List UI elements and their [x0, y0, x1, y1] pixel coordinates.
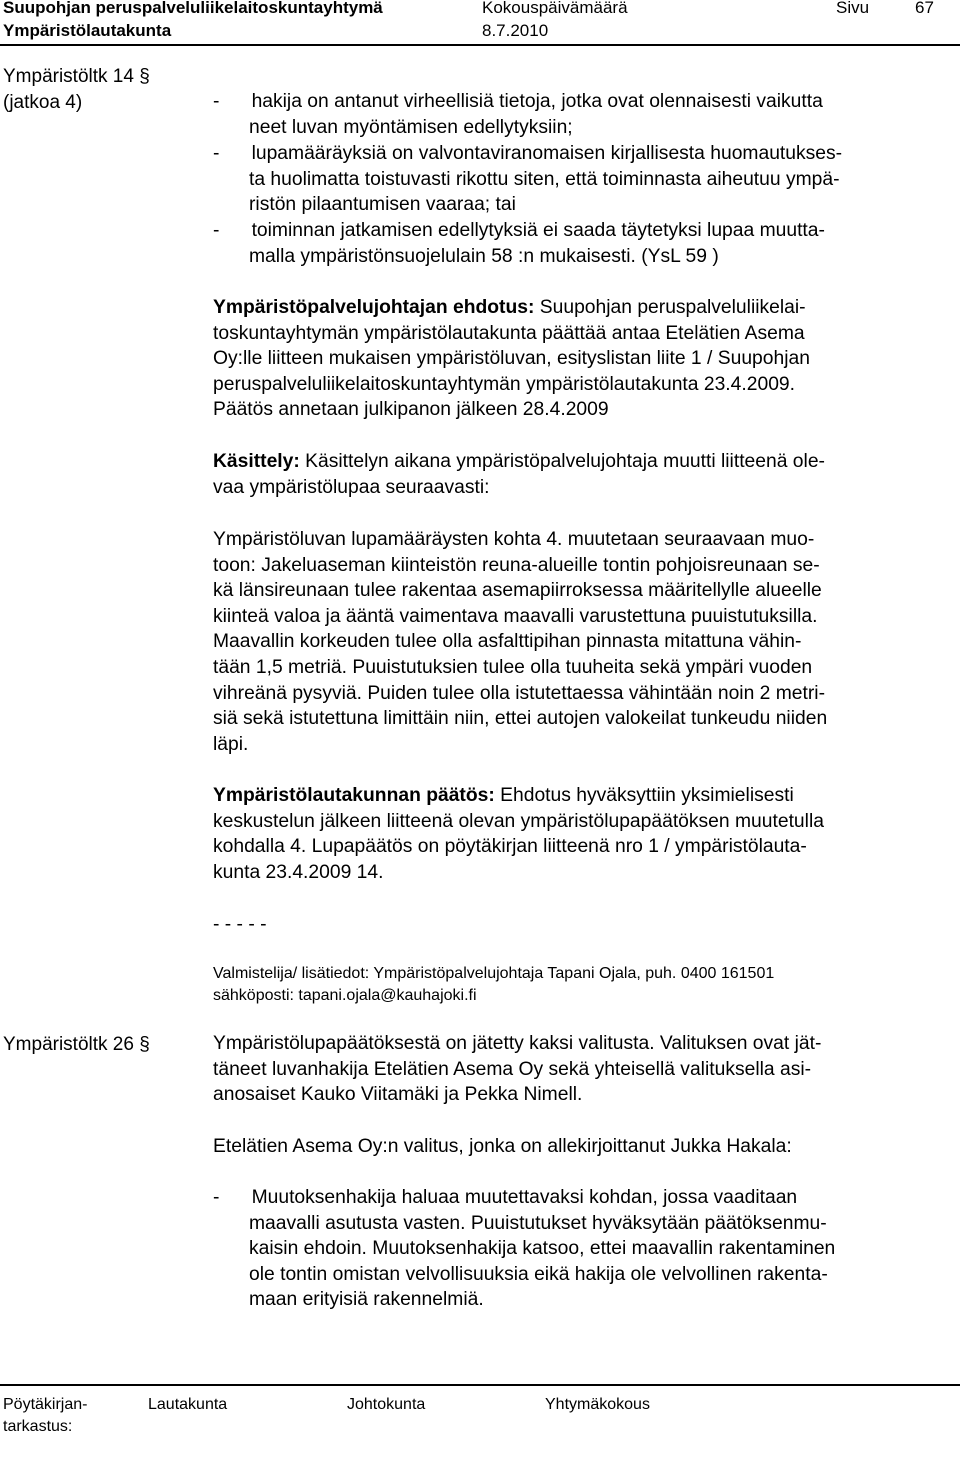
footer-board: Lautakunta [148, 1396, 228, 1413]
header-rule [0, 44, 960, 46]
dash-item-1: - hakija on antanut virheellisiä tietoja, jotka ovat olennaisesti vaikutta neet luvan myöntämisen edellytyksiin; [213, 91, 823, 138]
footer-executive: Johtokunta [347, 1396, 426, 1413]
decision-paragraph: Ympäristölautakunnan päätös: Ehdotus hyväksyttiin yksimielisesti keskustelun jälkeen liitteenä olevan ympäristölupapäätöksen muutetulla kohdalla 4. Lupapäätös on pöytäkirjan liitteenä nro 1 / ympäristölauta- kunta 23.4.2009 14. [213, 785, 824, 883]
header-date-label: Kokouspäivämäärä [482, 0, 628, 17]
proposal-label: Ympäristöpalvelujohtajan ehdotus: [213, 297, 535, 318]
section-title-14: Ympäristöltk 14 § [3, 66, 150, 87]
footer-rule [0, 1384, 960, 1386]
section-sign-icon: § [139, 66, 150, 87]
dash-item-2: - lupamääräyksiä on valvontaviranomaisen kirjallisesta huomautukses- ta huolimatta toistuvasti rikottu siten, että toiminnasta aiheutuu ympä- ristön pilaantumisen vaaraa; tai [213, 143, 843, 216]
appeal-paragraph: Ympäristölupapäätöksestä on jätetty kaksi valitusta. Valituksen ovat jät- täneet luvanhakija Etelätien Asema Oy sekä yhteisellä valituksella asi- anosaiset Kauko Viitamäki ja Pekka Nimell. [213, 1033, 822, 1106]
section-continuation: (jatkoa 4) [3, 92, 83, 113]
header-date: 8.7.2010 [482, 21, 549, 40]
handling-paragraph: Käsittely: Käsittelyn aikana ympäristöpalvelujohtaja muutti liitteenä ole- vaa ympäristölupaa seuraavasti: [213, 451, 825, 498]
permit-paragraph: Ympäristöluvan lupamääräysten kohta 4. muutetaan seuraavaan muo- toon: Jakeluaseman kiinteistön reuna-alueille tontin pohjoisreunaan se- kä länsireunaan tulee rakentaa asemapiirroksessa määritellylle alueelle kiinteä valoa ja ääntä vaimentava maavalli varustettuna puuistutuksilla. Maavallin korkeuden tulee olla asfalttipihan pinnasta mitattuna vähin- tään 1,5 metriä. Puuistutuksien tulee olla tuuheita sekä ympäri vuoden vihreänä pysyviä. Puiden tulee olla istutettaessa vähintään noin 2 metri- siä sekä istutettuna limittäin niin, ettei autojen valokeilat tunkeudu niiden läpi. [213, 529, 828, 755]
decision-label: Ympäristölautakunnan päätös: [213, 785, 495, 806]
separator: - - - - - [213, 914, 267, 935]
preparer-info: Valmistelija/ lisätiedot: Ympäristöpalvelujohtaja Tapani Ojala, puh. 0400 161501 sähköposti: tapani.ojala@kauhajoki.fi [213, 965, 775, 1004]
header-org: Suupohjan peruspalveluliikelaitoskuntayhtymä [3, 0, 383, 17]
handling-label: Käsittely: [213, 451, 300, 472]
header-page-label: Sivu [836, 0, 870, 17]
section-title-26: Ympäristöltk 26 § [3, 1034, 150, 1055]
footer-assembly: Yhtymäkokous [545, 1396, 650, 1413]
footer-check-label: Pöytäkirjan- tarkastus: [3, 1396, 88, 1435]
section-sign-icon: § [139, 1034, 150, 1055]
header-board: Ympäristölautakunta [3, 21, 172, 40]
dash-item-3: - toiminnan jatkamisen edellytyksiä ei saada täytetyksi lupaa muutta- malla ympäristönsuojelulain 58 :n mukaisesti. (YsL 59 ) [213, 220, 825, 267]
header-page-number: 67 [915, 0, 934, 17]
appeal-item: - Muutoksenhakija haluaa muutettavaksi kohdan, jossa vaaditaan maavalli asutusta vasten. Puuistutukset hyväksytään päätöksenmu- kaisin ehdoin. Muutoksenhakija katsoo, ettei maavallin rakentaminen ole tontin omistan velvollisuuksia eikä hakija ole velvollinen rakenta- maan erityisiä rakennelmiä. [213, 1187, 836, 1311]
appeal-intro: Etelätien Asema Oy:n valitus, jonka on allekirjoittanut Jukka Hakala: [213, 1136, 792, 1157]
proposal-paragraph: Ympäristöpalvelujohtajan ehdotus: Suupohjan peruspalveluliikelai- toskuntayhtymän ympäristölautakunta päättää antaa Etelätien Asema Oy:lle liitteen mukaisen ympäristöluvan, esityslistan liite 1 / Suupohjan peruspalveluliikelaitoskuntayhtymän ympäristölautakunta 23.4.2009. Päätös annetaan julkipanon jälkeen 28.4.2009 [213, 297, 810, 421]
